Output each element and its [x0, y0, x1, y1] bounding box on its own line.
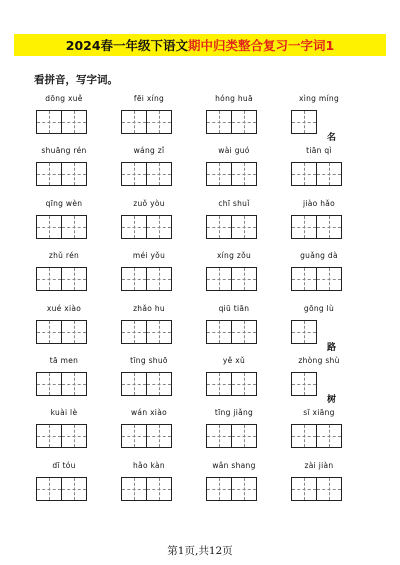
tianzige-box[interactable]: [316, 267, 342, 291]
tianzige-box[interactable]: [61, 424, 87, 448]
writing-boxes: [291, 215, 341, 239]
tianzige-box[interactable]: [146, 110, 172, 134]
exercise-item: [119, 302, 204, 354]
writing-boxes: [291, 424, 341, 448]
tianzige-box[interactable]: [231, 215, 257, 239]
writing-boxes: [36, 162, 86, 186]
exercise-item: [34, 406, 119, 458]
pinyin-label: hǎo kàn: [133, 460, 165, 470]
writing-boxes: [121, 477, 171, 501]
exercise-item: [34, 92, 119, 144]
pinyin-label: dōng xuě: [45, 94, 83, 103]
exercise-item: [34, 197, 119, 249]
exercise-item: [34, 144, 119, 196]
tianzige-box[interactable]: [291, 162, 317, 186]
pinyin-label: méi yǒu: [132, 251, 166, 261]
exercise-item: [119, 459, 204, 511]
tianzige-box[interactable]: [231, 372, 257, 396]
pinyin-label: shuāng rén: [41, 146, 87, 156]
tianzige-box[interactable]: [146, 372, 172, 396]
writing-boxes: [291, 267, 341, 291]
tianzige-box[interactable]: [206, 110, 232, 134]
exercise-instruction: 看拼音，写字词。: [34, 74, 118, 86]
tianzige-box[interactable]: [146, 424, 172, 448]
tianzige-box[interactable]: [36, 215, 62, 239]
writing-boxes: [36, 320, 86, 344]
tianzige-box[interactable]: [36, 477, 62, 501]
pinyin-label: qiū tiān: [218, 303, 250, 313]
exercise-item: [119, 249, 204, 301]
pinyin-label: chī shuǐ: [218, 198, 250, 208]
tianzige-box[interactable]: [36, 320, 62, 344]
writing-boxes: [206, 477, 256, 501]
pinyin-label: xìng míng: [298, 94, 340, 103]
pinyin-label: zuǒ yòu: [133, 198, 165, 208]
document-title: [14, 34, 386, 56]
tianzige-box[interactable]: [121, 424, 147, 448]
tianzige-box[interactable]: [61, 215, 87, 239]
tianzige-box[interactable]: [316, 215, 342, 239]
exercise-item: [204, 92, 289, 144]
tianzige-box[interactable]: [146, 162, 172, 186]
pinyin-label: zhǎo hu: [133, 303, 165, 313]
writing-boxes: [206, 267, 256, 291]
writing-boxes: [291, 162, 341, 186]
given-character: 路: [327, 342, 337, 353]
writing-boxes: [36, 267, 86, 291]
title-topic-part: 期中归类整合复习一字词1: [188, 38, 335, 53]
tianzige-box[interactable]: [36, 162, 62, 186]
pinyin-label: hóng huā: [215, 94, 253, 103]
tianzige-box[interactable]: [206, 267, 232, 291]
exercise-item: [119, 197, 204, 249]
exercise-item: [34, 354, 119, 406]
tianzige-box[interactable]: [231, 477, 257, 501]
writing-boxes: [206, 424, 256, 448]
writing-boxes: [291, 320, 316, 344]
pinyin-label: fēi xíng: [133, 94, 165, 103]
pinyin-label: zhòng shù: [298, 355, 340, 365]
tianzige-box[interactable]: [206, 477, 232, 501]
tianzige-box[interactable]: [61, 372, 87, 396]
tianzige-box[interactable]: [316, 162, 342, 186]
exercise-item: [289, 144, 374, 196]
exercise-item: [289, 354, 374, 406]
tianzige-box[interactable]: [206, 162, 232, 186]
exercise-item: [119, 144, 204, 196]
tianzige-box[interactable]: [316, 477, 342, 501]
exercise-item: [289, 406, 374, 458]
pinyin-exercise-grid: [34, 92, 374, 512]
pinyin-label: jiào hǎo: [302, 198, 336, 208]
pinyin-label: tā men: [49, 355, 79, 365]
tianzige-box[interactable]: [206, 215, 232, 239]
pinyin-label: dī tóu: [52, 460, 76, 470]
writing-boxes: [36, 110, 86, 134]
given-character: 树: [327, 394, 337, 405]
tianzige-box[interactable]: [36, 110, 62, 134]
tianzige-box[interactable]: [231, 110, 257, 134]
exercise-item: [204, 354, 289, 406]
writing-boxes: [206, 320, 256, 344]
exercise-item: [289, 459, 374, 511]
tianzige-box[interactable]: [146, 320, 172, 344]
tianzige-box[interactable]: [121, 372, 147, 396]
writing-boxes: [36, 477, 86, 501]
writing-boxes: [36, 215, 86, 239]
writing-boxes: [206, 215, 256, 239]
writing-boxes: [36, 424, 86, 448]
tianzige-box[interactable]: [146, 267, 172, 291]
pinyin-label: gōng lù: [303, 303, 335, 313]
writing-boxes: [291, 477, 341, 501]
tianzige-box[interactable]: [291, 372, 317, 396]
writing-boxes: [206, 372, 256, 396]
tianzige-box[interactable]: [291, 477, 317, 501]
exercise-item: [34, 249, 119, 301]
pinyin-label: guǎng dà: [300, 251, 338, 261]
tianzige-box[interactable]: [36, 424, 62, 448]
tianzige-box[interactable]: [291, 424, 317, 448]
pinyin-label: zài jiàn: [304, 460, 334, 470]
exercise-item: [204, 302, 289, 354]
writing-boxes: [36, 372, 86, 396]
tianzige-box[interactable]: [291, 267, 317, 291]
tianzige-box[interactable]: [231, 320, 257, 344]
exercise-item: [204, 459, 289, 511]
writing-boxes: [121, 162, 171, 186]
tianzige-box[interactable]: [61, 267, 87, 291]
exercise-item: [289, 197, 374, 249]
pinyin-label: wán xiào: [131, 408, 167, 418]
tianzige-box[interactable]: [146, 215, 172, 239]
pinyin-label: wài guó: [218, 146, 250, 156]
page-footer: 第1页,共12页: [167, 545, 233, 557]
pinyin-label: xíng zǒu: [216, 251, 252, 261]
writing-boxes: [121, 267, 171, 291]
exercise-item: [204, 144, 289, 196]
exercise-item: [34, 302, 119, 354]
tianzige-box[interactable]: [121, 215, 147, 239]
tianzige-box[interactable]: [231, 424, 257, 448]
tianzige-box[interactable]: [121, 110, 147, 134]
writing-boxes: [121, 320, 171, 344]
tianzige-box[interactable]: [291, 320, 317, 344]
tianzige-box[interactable]: [61, 477, 87, 501]
tianzige-box[interactable]: [206, 372, 232, 396]
writing-boxes: [121, 424, 171, 448]
given-character: 名: [327, 133, 337, 143]
pinyin-label: tīng shuō: [130, 355, 168, 365]
exercise-item: [119, 92, 204, 144]
tianzige-box[interactable]: [316, 424, 342, 448]
exercise-item: [204, 197, 289, 249]
exercise-item: [289, 92, 374, 144]
pinyin-label: wǎn shang: [212, 460, 256, 470]
tianzige-box[interactable]: [231, 162, 257, 186]
writing-boxes: [291, 110, 316, 134]
tianzige-box[interactable]: [61, 162, 87, 186]
tianzige-box[interactable]: [206, 320, 232, 344]
exercise-item: [119, 406, 204, 458]
pinyin-label: yě xǔ: [222, 355, 246, 365]
exercise-item: [119, 354, 204, 406]
pinyin-label: tiān qì: [306, 146, 332, 156]
pinyin-label: qīng wèn: [45, 198, 83, 208]
tianzige-box[interactable]: [291, 215, 317, 239]
pinyin-label: sī xiāng: [303, 408, 335, 418]
tianzige-box[interactable]: [36, 267, 62, 291]
pinyin-label: tīng jiǎng: [214, 408, 254, 418]
tianzige-box[interactable]: [206, 424, 232, 448]
writing-boxes: [121, 372, 171, 396]
tianzige-box[interactable]: [61, 320, 87, 344]
writing-boxes: [121, 215, 171, 239]
exercise-item: [289, 249, 374, 301]
writing-boxes: [206, 162, 256, 186]
tianzige-box[interactable]: [121, 477, 147, 501]
tianzige-box[interactable]: [291, 110, 317, 134]
writing-boxes: [206, 110, 256, 134]
pinyin-label: xué xiào: [46, 303, 82, 313]
exercise-item: [34, 459, 119, 511]
exercise-item: [289, 302, 374, 354]
tianzige-box[interactable]: [121, 267, 147, 291]
writing-boxes: [291, 372, 316, 396]
pinyin-label: kuài lè: [50, 408, 78, 418]
tianzige-box[interactable]: [146, 477, 172, 501]
exercise-item: [204, 406, 289, 458]
tianzige-box[interactable]: [121, 320, 147, 344]
pinyin-label: wáng zǐ: [133, 146, 165, 156]
tianzige-box[interactable]: [36, 372, 62, 396]
pinyin-label: zhǔ rén: [48, 251, 80, 261]
title-grade-part: 2024春一年级下语文: [65, 38, 189, 53]
exercise-item: [204, 249, 289, 301]
tianzige-box[interactable]: [121, 162, 147, 186]
tianzige-box[interactable]: [231, 267, 257, 291]
writing-boxes: [121, 110, 171, 134]
tianzige-box[interactable]: [61, 110, 87, 134]
